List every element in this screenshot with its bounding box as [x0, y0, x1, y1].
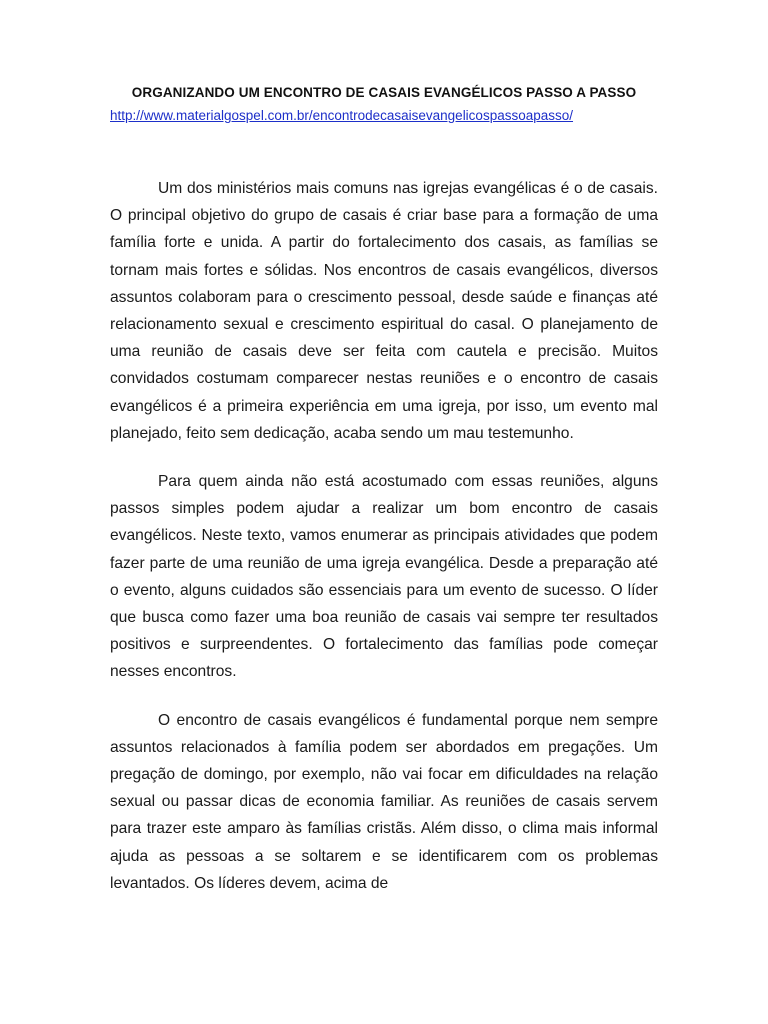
paragraph-3: O encontro de casais evangélicos é fundamental porque nem sempre assuntos relacionados à família podem ser abordados em pregações. Um pregação de domingo, por exemplo, não vai focar em dificuldades na relação sexual ou passar dicas de economia familiar. As reuniões de casais servem para trazer este amparo às famílias cristãs. Além disso, o clima mais informal ajuda as pessoas a se soltarem e se identificarem com os problemas levantados. Os líderes devem, acima de	[110, 711, 658, 892]
document-body	[110, 175, 658, 918]
document-title: ORGANIZANDO UM ENCONTRO DE CASAIS EVANGÉLICOS PASSO A PASSO	[131, 85, 637, 100]
paragraph-1: Um dos ministérios mais comuns nas igrejas evangélicas é o de casais. O principal objetivo do grupo de casais é criar base para a formação de uma família forte e unida. A partir do fortalecimento dos casais, as famílias se tornam mais fortes e sólidas. Nos encontros de casais evangélicos, diversos assuntos colaboram para o crescimento pessoal, desde saúde e finanças até relacionamento sexual e crescimento espiritual do casal. O planejamento de uma reunião de casais deve ser feita com cautela e precisão. Muitos convidados costumam comparecer nestas reuniões e o encontro de casais evangélicos é a primeira experiência em uma igreja, por isso, um evento mal planejado, feito sem dedicação, acaba sendo um mau testemunho.	[110, 180, 658, 442]
source-link[interactable]: http://www.materialgospel.com.br/encontrodecasaisevangelicospassoapasso/	[110, 108, 574, 123]
paragraph-2: Para quem ainda não está acostumado com essas reuniões, alguns passos simples podem ajudar a realizar um bom encontro de casais evangélicos. Neste texto, vamos enumerar as principais atividades que podem fazer parte de uma reunião de uma igreja evangélica. Desde a preparação até o evento, alguns cuidados são essenciais para um evento de sucesso. O líder que busca como fazer uma boa reunião de casais vai sempre ter resultados positivos e surpreendentes. O fortalecimento das famílias pode começar nesses encontros.	[110, 473, 658, 681]
